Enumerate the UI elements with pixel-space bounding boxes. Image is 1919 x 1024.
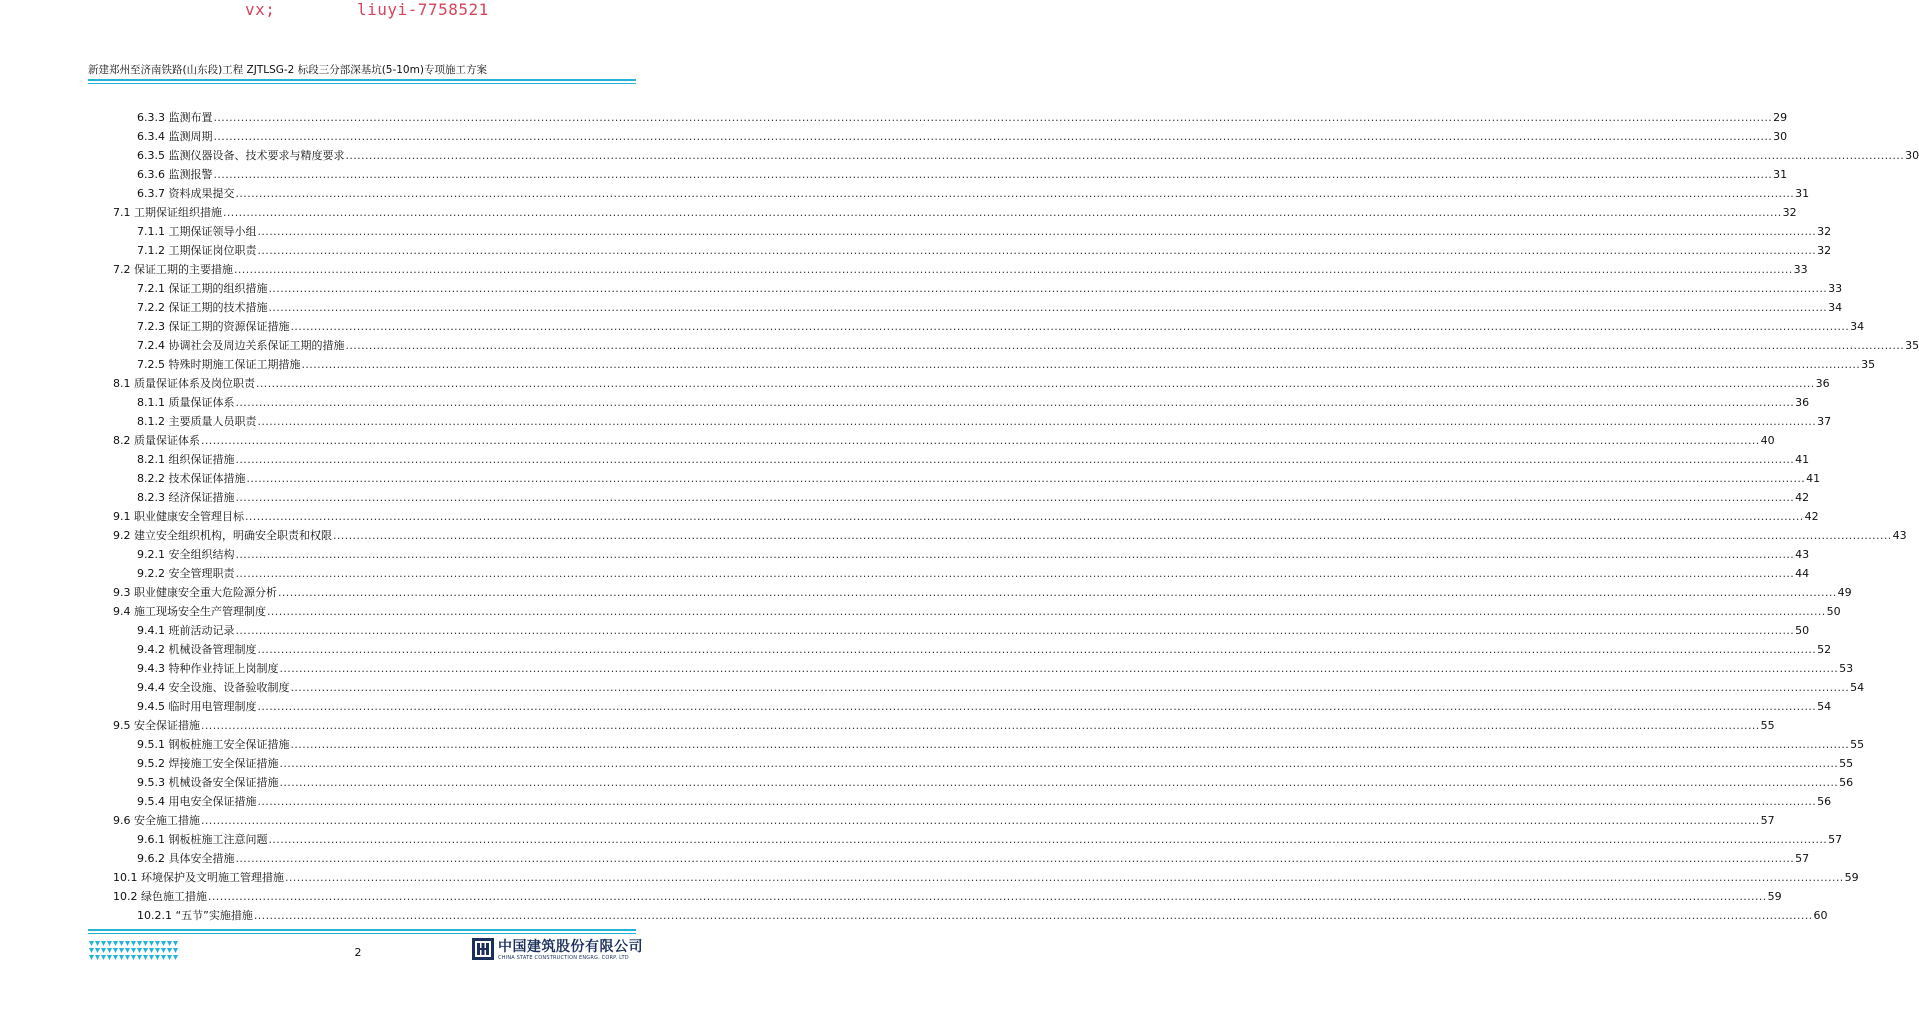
pattern-triangle <box>119 948 124 953</box>
pattern-triangle <box>137 955 142 960</box>
toc-entry[interactable] <box>0 621 1810 640</box>
toc-entry-page: 54 <box>1817 700 1832 713</box>
toc-entry[interactable] <box>0 792 1832 811</box>
toc-entry-page: 55 <box>1760 719 1775 732</box>
toc-entry-title: 10.1 环境保护及文明施工管理措施 <box>113 871 284 884</box>
toc-leader-dots: ................................................................................................................................................................................................................................................................................................................................................................................................................ <box>213 168 1773 181</box>
toc-leader-dots: ................................................................................................................................................................................................................................................................................................................................................................................................................ <box>257 643 1817 656</box>
pattern-triangle <box>161 948 166 953</box>
pattern-triangle <box>143 948 148 953</box>
pattern-triangle <box>167 941 172 946</box>
toc-leader-dots: ................................................................................................................................................................................................................................................................................................................................................................................................................ <box>253 909 1813 922</box>
toc-leader-dots: ................................................................................................................................................................................................................................................................................................................................................................................................................ <box>345 339 1905 352</box>
toc-entry[interactable] <box>0 203 1797 222</box>
toc-entry[interactable] <box>0 564 1810 583</box>
toc-entry-page: 43 <box>1795 548 1810 561</box>
toc-entry-page: 57 <box>1795 852 1810 865</box>
toc-entry-page: 35 <box>1861 358 1876 371</box>
toc-entry-title: 7.1.1 工期保证领导小组 <box>137 225 257 238</box>
header-rule <box>88 79 636 81</box>
toc-entry-title: 9.1 职业健康安全管理目标 <box>113 510 244 523</box>
pattern-triangle <box>155 948 160 953</box>
toc-leader-dots: ................................................................................................................................................................................................................................................................................................................................................................................................................ <box>290 320 1850 333</box>
toc-leader-dots: ................................................................................................................................................................................................................................................................................................................................................................................................................ <box>208 890 1767 903</box>
toc-entry-title: 9.6.1 钢板桩施工注意问题 <box>137 833 268 846</box>
toc-entry[interactable] <box>0 811 1775 830</box>
toc-entry-page: 30 <box>1773 130 1788 143</box>
toc-entry-page: 57 <box>1760 814 1775 827</box>
toc-leader-dots: ................................................................................................................................................................................................................................................................................................................................................................................................................ <box>279 662 1839 675</box>
toc-entry[interactable] <box>0 602 1841 621</box>
pattern-triangle <box>89 941 94 946</box>
toc-entry-page: 43 <box>1892 529 1907 542</box>
toc-entry[interactable] <box>0 716 1775 735</box>
pattern-triangle <box>113 955 118 960</box>
toc-leader-dots: ................................................................................................................................................................................................................................................................................................................................................................................................................ <box>213 130 1773 143</box>
toc-entry-page: 30 <box>1905 149 1919 162</box>
toc-entry-page: 34 <box>1828 301 1843 314</box>
toc-leader-dots: ................................................................................................................................................................................................................................................................................................................................................................................................................ <box>279 776 1839 789</box>
toc-entry-page: 33 <box>1793 263 1808 276</box>
pattern-triangle <box>143 955 148 960</box>
toc-entry-page: 36 <box>1795 396 1810 409</box>
toc-entry[interactable] <box>0 906 1828 925</box>
toc-entry[interactable] <box>0 146 1919 165</box>
toc-entry-title: 9.2 建立安全组织机构，明确安全职责和权限 <box>113 529 332 542</box>
toc-entry[interactable] <box>0 241 1832 260</box>
toc-entry-title: 6.3.4 监测周期 <box>137 130 213 143</box>
toc-entry-title: 8.1 质量保证体系及岗位职责 <box>113 377 255 390</box>
toc-entry-title: 9.4.5 临时用电管理制度 <box>137 700 257 713</box>
toc-entry-title: 7.1.2 工期保证岗位职责 <box>137 244 257 257</box>
toc-leader-dots: ................................................................................................................................................................................................................................................................................................................................................................................................................ <box>201 434 1760 447</box>
toc-entry[interactable] <box>0 393 1810 412</box>
pattern-triangle <box>161 955 166 960</box>
pattern-triangle <box>131 948 136 953</box>
toc-entry[interactable] <box>0 374 1830 393</box>
pattern-triangle <box>113 941 118 946</box>
toc-entry-page: 37 <box>1817 415 1832 428</box>
toc-entry-page: 55 <box>1850 738 1865 751</box>
toc-entry[interactable] <box>0 165 1788 184</box>
toc-entry[interactable] <box>0 545 1810 564</box>
toc-entry-page: 54 <box>1850 681 1865 694</box>
toc-entry-title: 7.1 工期保证组织措施 <box>113 206 222 219</box>
pattern-triangle <box>131 955 136 960</box>
pattern-triangle <box>89 955 94 960</box>
toc-entry[interactable] <box>0 488 1810 507</box>
toc-leader-dots: ................................................................................................................................................................................................................................................................................................................................................................................................................ <box>279 757 1839 770</box>
pattern-triangle <box>101 941 106 946</box>
toc-entry[interactable] <box>0 355 1876 374</box>
pattern-triangle <box>125 941 130 946</box>
toc-entry-title: 9.2.1 安全组织结构 <box>137 548 235 561</box>
toc-entry[interactable] <box>0 754 1854 773</box>
pattern-triangle <box>89 948 94 953</box>
toc-entry[interactable] <box>0 640 1832 659</box>
toc-entry-title: 9.5.4 用电安全保证措施 <box>137 795 257 808</box>
toc-entry-page: 42 <box>1795 491 1810 504</box>
pattern-triangle <box>95 941 100 946</box>
toc-leader-dots: ................................................................................................................................................................................................................................................................................................................................................................................................................ <box>213 111 1773 124</box>
toc-entry[interactable] <box>0 108 1788 127</box>
toc-entry-title: 8.1.2 主要质量人员职责 <box>137 415 257 428</box>
toc-entry-title: 9.4.2 机械设备管理制度 <box>137 643 257 656</box>
toc-entry[interactable] <box>0 260 1808 279</box>
toc-entry-title: 9.2.2 安全管理职责 <box>137 567 235 580</box>
document-header-title: 新建郑州至济南铁路(山东段)工程 ZJTLSG-2 标段三分部深基坑(5-10m)专项施工方案 <box>88 64 487 76</box>
pattern-triangle <box>149 948 154 953</box>
toc-entry-page: 36 <box>1815 377 1830 390</box>
toc-entry-page: 49 <box>1837 586 1852 599</box>
pattern-triangle <box>155 955 160 960</box>
toc-entry-page: 35 <box>1905 339 1919 352</box>
toc-entry-title: 7.2.3 保证工期的资源保证措施 <box>137 320 290 333</box>
toc-entry[interactable] <box>0 431 1775 450</box>
pattern-triangle <box>107 941 112 946</box>
toc-entry-title: 7.2.4 协调社会及周边关系保证工期的措施 <box>137 339 345 352</box>
pattern-triangle <box>173 955 178 960</box>
pattern-triangle <box>113 948 118 953</box>
toc-entry[interactable] <box>0 222 1832 241</box>
toc-entry-title: 9.5 安全保证措施 <box>113 719 200 732</box>
pattern-triangle <box>173 948 178 953</box>
toc-entry-page: 56 <box>1817 795 1832 808</box>
toc-entry-page: 50 <box>1826 605 1841 618</box>
toc-entry[interactable] <box>0 336 1919 355</box>
toc-leader-dots: ................................................................................................................................................................................................................................................................................................................................................................................................................ <box>268 301 1828 314</box>
pattern-triangle <box>161 941 166 946</box>
pattern-triangle <box>125 955 130 960</box>
toc-entry-title: 9.4.1 班前活动记录 <box>137 624 235 637</box>
toc-entry[interactable] <box>0 849 1810 868</box>
toc-entry-title: 7.2 保证工期的主要措施 <box>113 263 233 276</box>
toc-leader-dots: ................................................................................................................................................................................................................................................................................................................................................................................................................ <box>234 263 1793 276</box>
toc-entry[interactable] <box>0 868 1859 887</box>
toc-leader-dots: ................................................................................................................................................................................................................................................................................................................................................................................................................ <box>290 738 1850 751</box>
toc-leader-dots: ................................................................................................................................................................................................................................................................................................................................................................................................................ <box>268 833 1828 846</box>
toc-leader-dots: ................................................................................................................................................................................................................................................................................................................................................................................................................ <box>257 225 1817 238</box>
toc-leader-dots: ................................................................................................................................................................................................................................................................................................................................................................................................................ <box>235 852 1795 865</box>
toc-entry-title: 9.5.2 焊接施工安全保证措施 <box>137 757 279 770</box>
toc-leader-dots: ................................................................................................................................................................................................................................................................................................................................................................................................................ <box>235 187 1795 200</box>
toc-entry-page: 44 <box>1795 567 1810 580</box>
toc-entry-title: 9.5.3 机械设备安全保证措施 <box>137 776 279 789</box>
pattern-triangle <box>125 948 130 953</box>
toc-leader-dots: ................................................................................................................................................................................................................................................................................................................................................................................................................ <box>256 377 1815 390</box>
toc-entry-page: 32 <box>1817 225 1832 238</box>
logo-english-name: CHINA STATE CONSTRUCTION ENGRG. CORP. LTD <box>498 955 629 961</box>
footer-decorative-pattern <box>88 940 180 962</box>
toc-entry[interactable] <box>0 298 1843 317</box>
toc-entry-title: 9.3 职业健康安全重大危险源分析 <box>113 586 277 599</box>
toc-entry-title: 8.2 质量保证体系 <box>113 434 200 447</box>
pattern-triangle <box>131 941 136 946</box>
toc-entry[interactable] <box>0 279 1843 298</box>
pattern-triangle <box>149 955 154 960</box>
pattern-triangle <box>95 948 100 953</box>
toc-leader-dots: ................................................................................................................................................................................................................................................................................................................................................................................................................ <box>257 700 1817 713</box>
toc-leader-dots: ................................................................................................................................................................................................................................................................................................................................................................................................................ <box>235 491 1795 504</box>
toc-entry-title: 6.3.6 监测报警 <box>137 168 213 181</box>
pattern-triangle <box>107 955 112 960</box>
toc-entry[interactable] <box>0 127 1788 146</box>
toc-leader-dots: ................................................................................................................................................................................................................................................................................................................................................................................................................ <box>235 453 1795 466</box>
logo-chinese-name: 中国建筑股份有限公司 <box>498 939 643 955</box>
header-rule-thin <box>88 83 636 84</box>
pattern-triangle <box>95 955 100 960</box>
toc-entry-title: 7.2.1 保证工期的组织措施 <box>137 282 268 295</box>
toc-entry[interactable] <box>0 526 1907 545</box>
pattern-triangle <box>143 941 148 946</box>
watermark-contact-id: liuyi-7758521 <box>357 0 489 19</box>
toc-entry-title: 9.6 安全施工措施 <box>113 814 200 827</box>
toc-leader-dots: ................................................................................................................................................................................................................................................................................................................................................................................................................ <box>201 719 1760 732</box>
toc-leader-dots: ................................................................................................................................................................................................................................................................................................................................................................................................................ <box>235 548 1795 561</box>
footer-rule <box>88 929 636 931</box>
toc-entry-title: 9.5.1 钢板桩施工安全保证措施 <box>137 738 290 751</box>
toc-entry[interactable] <box>0 697 1832 716</box>
toc-entry-page: 53 <box>1839 662 1854 675</box>
toc-leader-dots: ................................................................................................................................................................................................................................................................................................................................................................................................................ <box>235 624 1795 637</box>
watermark <box>245 0 645 22</box>
toc-leader-dots: ................................................................................................................................................................................................................................................................................................................................................................................................................ <box>235 396 1795 409</box>
toc-entry-page: 60 <box>1813 909 1828 922</box>
pattern-triangle <box>173 941 178 946</box>
toc-entry-page: 56 <box>1839 776 1854 789</box>
pattern-triangle <box>149 941 154 946</box>
pattern-triangle <box>155 941 160 946</box>
toc-entry-page: 33 <box>1828 282 1843 295</box>
company-logo <box>472 936 643 966</box>
pattern-triangle <box>101 948 106 953</box>
toc-leader-dots: ................................................................................................................................................................................................................................................................................................................................................................................................................ <box>333 529 1892 542</box>
toc-entry-title: 6.3.5 监测仪器设备、技术要求与精度要求 <box>137 149 345 162</box>
toc-leader-dots: ................................................................................................................................................................................................................................................................................................................................................................................................................ <box>245 510 1804 523</box>
toc-entry-page: 41 <box>1806 472 1821 485</box>
toc-entry[interactable] <box>0 412 1832 431</box>
toc-entry-page: 42 <box>1804 510 1819 523</box>
toc-entry-page: 59 <box>1767 890 1782 903</box>
toc-entry-title: 8.2.2 技术保证体措施 <box>137 472 246 485</box>
toc-entry-title: 9.4 施工现场安全生产管理制度 <box>113 605 266 618</box>
toc-leader-dots: ................................................................................................................................................................................................................................................................................................................................................................................................................ <box>257 795 1817 808</box>
toc-entry[interactable] <box>0 469 1821 488</box>
toc-entry-title: 10.2.1 “五节”实施措施 <box>137 909 253 922</box>
toc-entry[interactable] <box>0 507 1819 526</box>
toc-leader-dots: ................................................................................................................................................................................................................................................................................................................................................................................................................ <box>285 871 1844 884</box>
toc-entry-title: 7.2.2 保证工期的技术措施 <box>137 301 268 314</box>
toc-entry-page: 41 <box>1795 453 1810 466</box>
toc-leader-dots: ................................................................................................................................................................................................................................................................................................................................................................................................................ <box>278 586 1837 599</box>
toc-entry-page: 29 <box>1773 111 1788 124</box>
toc-entry-title: 6.3.7 资料成果提交 <box>137 187 235 200</box>
toc-entry-page: 31 <box>1773 168 1788 181</box>
toc-entry-page: 32 <box>1782 206 1797 219</box>
toc-entry-title: 9.4.4 安全设施、设备验收制度 <box>137 681 290 694</box>
toc-entry[interactable] <box>0 887 1782 906</box>
toc-entry[interactable] <box>0 317 1865 336</box>
toc-entry[interactable] <box>0 583 1852 602</box>
toc-entry[interactable] <box>0 830 1843 849</box>
toc-entry-page: 31 <box>1795 187 1810 200</box>
pattern-triangle <box>137 948 142 953</box>
toc-entry-page: 32 <box>1817 244 1832 257</box>
pattern-triangle <box>137 941 142 946</box>
pattern-triangle <box>107 948 112 953</box>
toc-entry[interactable] <box>0 678 1865 697</box>
pattern-triangle <box>119 955 124 960</box>
pattern-triangle <box>101 955 106 960</box>
toc-entry-title: 8.2.1 组织保证措施 <box>137 453 235 466</box>
toc-entry-page: 57 <box>1828 833 1843 846</box>
cscec-logo-icon <box>472 938 494 960</box>
toc-leader-dots: ................................................................................................................................................................................................................................................................................................................................................................................................................ <box>257 415 1817 428</box>
toc-entry-page: 59 <box>1844 871 1859 884</box>
toc-entry-title: 8.1.1 质量保证体系 <box>137 396 235 409</box>
toc-entry[interactable] <box>0 659 1854 678</box>
toc-entry-title: 7.2.5 特殊时期施工保证工期措施 <box>137 358 301 371</box>
toc-entry[interactable] <box>0 184 1810 203</box>
toc-leader-dots: ................................................................................................................................................................................................................................................................................................................................................................................................................ <box>290 681 1850 694</box>
toc-entry-page: 34 <box>1850 320 1865 333</box>
toc-leader-dots: ................................................................................................................................................................................................................................................................................................................................................................................................................ <box>201 814 1760 827</box>
toc-entry-title: 9.6.2 具体安全措施 <box>137 852 235 865</box>
toc-entry-title: 9.4.3 特种作业持证上岗制度 <box>137 662 279 675</box>
toc-entry-page: 50 <box>1795 624 1810 637</box>
toc-entry-page: 55 <box>1839 757 1854 770</box>
pattern-triangle <box>119 941 124 946</box>
toc-entry[interactable] <box>0 773 1854 792</box>
toc-leader-dots: ................................................................................................................................................................................................................................................................................................................................................................................................................ <box>301 358 1861 371</box>
watermark-contact-label: vx; <box>245 0 276 19</box>
toc-entry-page: 52 <box>1817 643 1832 656</box>
pattern-triangle <box>167 955 172 960</box>
toc-leader-dots: ................................................................................................................................................................................................................................................................................................................................................................................................................ <box>257 244 1817 257</box>
page-number: 2 <box>354 946 362 959</box>
toc-leader-dots: ................................................................................................................................................................................................................................................................................................................................................................................................................ <box>235 567 1795 580</box>
toc-leader-dots: ................................................................................................................................................................................................................................................................................................................................................................................................................ <box>268 282 1828 295</box>
toc-leader-dots: ................................................................................................................................................................................................................................................................................................................................................................................................................ <box>267 605 1826 618</box>
toc-entry[interactable] <box>0 450 1810 469</box>
toc-entry-title: 10.2 绿色施工措施 <box>113 890 207 903</box>
toc-leader-dots: ................................................................................................................................................................................................................................................................................................................................................................................................................ <box>223 206 1782 219</box>
toc-entry[interactable] <box>0 735 1865 754</box>
footer-rule-thin <box>88 933 636 934</box>
pattern-triangle <box>167 948 172 953</box>
toc-leader-dots: ................................................................................................................................................................................................................................................................................................................................................................................................................ <box>345 149 1905 162</box>
toc-entry-title: 6.3.3 监测布置 <box>137 111 213 124</box>
toc-leader-dots: ................................................................................................................................................................................................................................................................................................................................................................................................................ <box>246 472 1806 485</box>
toc-entry-title: 8.2.3 经济保证措施 <box>137 491 235 504</box>
toc-entry-page: 40 <box>1760 434 1775 447</box>
